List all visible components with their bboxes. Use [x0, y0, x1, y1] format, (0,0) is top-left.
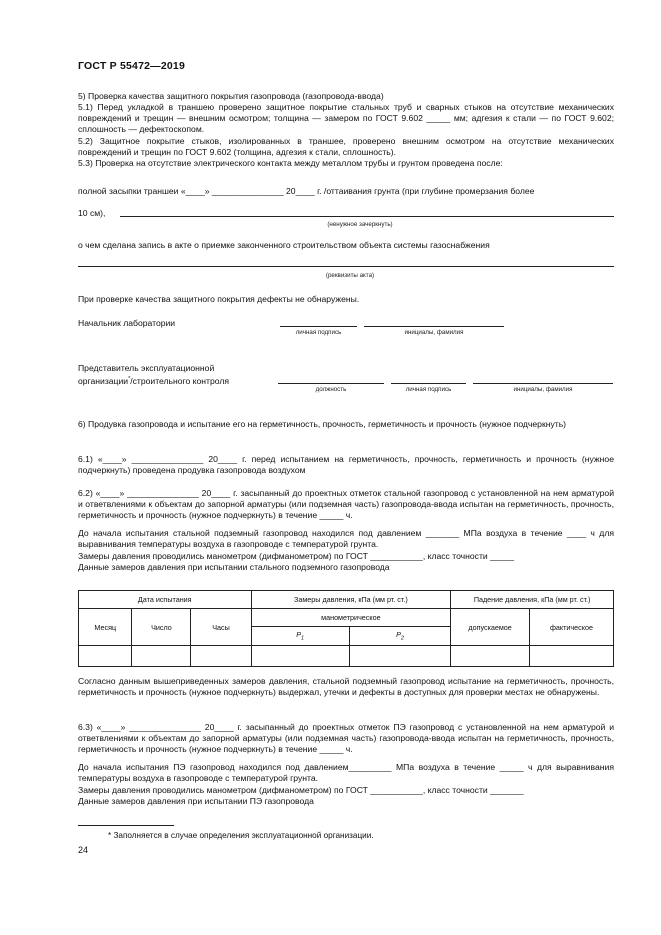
header-test-date: Дата испытания	[79, 591, 252, 609]
header-manometric: манометрическое	[251, 609, 451, 627]
ten-cm-text: 10 см),	[78, 208, 106, 218]
caption-act: (реквизиты акта)	[325, 272, 375, 279]
section6-item-2-pressure: До начала испытания стальной подземный газопровод находился под давлением _______ МПа воздуха в течение ____ ч для выравнивания температуры воздуха в газопроводе с температурой грунта.	[78, 528, 614, 550]
caption-initials: инициалы, фамилия	[404, 329, 464, 336]
rep-label-part-a: организации	[78, 375, 129, 386]
rep-initials-line[interactable]	[473, 383, 613, 384]
cell-allowed[interactable]	[451, 646, 530, 667]
rep-label-part-b: /строительного контроля	[130, 375, 230, 386]
rep-label-footnote-mark: *	[128, 376, 131, 382]
section6-item-2-data-caption: Данные замеров давления при испытании стального подземного газопровода	[78, 562, 390, 572]
record-line: о чем сделана запись в акте о приемке законченного строительством объекта системы газоснабжения	[78, 240, 490, 250]
rep-label-line1: Представитель эксплуатационной	[78, 363, 215, 373]
header-pressure-measurements: Замеры давления, кПа (мм рт. ст.)	[251, 591, 451, 609]
section5-item-3: 5.3) Проверка на отсутствие электрического контакта между металлом трубы и грунтом проведена после:	[78, 158, 503, 168]
caption-position: должность	[315, 386, 347, 393]
header-p1	[251, 627, 349, 646]
lab-initials-line[interactable]	[364, 326, 504, 327]
page-number: 24	[78, 845, 89, 855]
header-p2	[349, 627, 451, 646]
footnote-separator	[78, 825, 174, 826]
caption-signature-2: личная подпись	[405, 386, 452, 393]
lab-signature-line[interactable]	[280, 326, 357, 327]
fill-line-strike[interactable]	[120, 216, 614, 217]
header-month: Месяц	[79, 609, 132, 646]
header-allowed: допускаемое	[451, 609, 530, 646]
standard-code-header: ГОСТ Р 55472—2019	[78, 60, 186, 72]
fill-line-act[interactable]	[78, 266, 614, 267]
header-actual: фактическое	[529, 609, 613, 646]
caption-signature: личная подпись	[295, 329, 342, 336]
footnote-text: * Заполняется в случае определения эксплуатационной организации.	[108, 831, 374, 840]
section6-heading: 6) Продувка газопровода и испытание его на герметичность, прочность, герметичность и прочность (нужное подчеркнуть)	[78, 419, 567, 429]
section5-heading: 5) Проверка качества защитного покрытия газопровода (газопровода-ввода)	[78, 91, 384, 101]
caption-strike: (ненужное зачеркнуть)	[327, 221, 393, 228]
section6-item-1: 6.1) «____» _______________ 20____ г. перед испытанием на герметичность, прочность, герметичность и прочность (нужное подчеркнуть) проведена продувка газопровода воздухом	[78, 454, 614, 476]
p1-letter: P	[296, 630, 301, 640]
p2-subscript: 2	[400, 635, 404, 642]
cell-month[interactable]	[79, 646, 132, 667]
rep-signature-line[interactable]	[391, 383, 466, 384]
section6-item-2: 6.2) «____» _______________ 20____ г. засыпанный до проектных отметок стальной газопровод с установленной на нем арматурой и ответвлениями к объектам до запорной арматуры (или подземная часть) газопровода-ввода испытан на герметичность, прочность, герметичность и прочность (нужное подчеркнуть) в течение _____ ч.	[78, 488, 614, 521]
rep-position-line[interactable]	[278, 383, 384, 384]
pressure-measurements-table	[78, 590, 614, 667]
caption-initials-2: инициалы, фамилия	[513, 386, 573, 393]
cell-p1[interactable]	[251, 646, 349, 667]
section5-item-1: 5.1) Перед укладкой в траншею проверено защитное покрытие стальных труб и сварных стыков на отсутствие механических повреждений и трещин — внешним осмотром; толщина — замером по ГОСТ 9.602 _____ мм; адгезия к стали — по ГОСТ 9.602; сплошность — дефектоскопом.	[78, 102, 614, 135]
section6-item-2-manometer: Замеры давления проводились манометром (дифманометром) по ГОСТ ___________, класс точности _____	[78, 551, 514, 561]
section6-item-3-data-caption: Данные замеров давления при испытании ПЭ газопровода	[78, 796, 314, 806]
p1-subscript: 1	[300, 635, 305, 642]
section5-item-2: 5.2) Защитное покрытие стыков, изолированных в траншее, проверено внешним осмотром на отсутствие механических повреждений и трещин по ГОСТ 9.602 (толщина, адгезия к стали, сплошность).	[78, 136, 614, 158]
after-table-text: Согласно данным вышеприведенных замеров давления, стальной подземный газопровод испытание на герметичность, прочность, герметичность и прочность (нужное подчеркнуть) выдержал, утечки и дефекты в доступных для проверки местах не обнаружены.	[78, 676, 614, 698]
backfill-line: полной засыпки траншеи «____» _______________ 20____ г. /оттаивания грунта (при глубине промерзания более	[78, 186, 535, 196]
p2-letter: P	[396, 630, 401, 640]
cell-p2[interactable]	[349, 646, 451, 667]
lab-head-label: Начальник лаборатории	[78, 318, 176, 328]
header-pressure-drop: Падение давления, кПа (мм рт. ст.)	[451, 591, 614, 609]
section6-item-3-pressure: До начала испытания ПЭ газопровод находился под давлением_________ МПа воздуха в течение _____ ч для выравнивания температуры воздуха в газопроводе с температурой грунта.	[78, 762, 614, 784]
section6-item-3-manometer: Замеры давления проводились манометром (дифманометром) по ГОСТ ___________, класс точности _______	[78, 785, 524, 795]
cell-hours[interactable]	[191, 646, 251, 667]
section6-item-3: 6.3) «____» _______________ 20____ г. засыпанный до проектных отметок ПЭ газопровод с установленной на нем арматурой и ответвлениями к объектам до запорной арматуры (или подземная часть) газопровода-ввода испытан на герметичность, прочность, герметичность и прочность (нужное подчеркнуть) в течение _____ ч.	[78, 722, 614, 755]
header-hours: Часы	[191, 609, 251, 646]
rep-label-line2	[78, 374, 229, 387]
no-defects-text: При проверке качества защитного покрытия дефекты не обнаружены.	[78, 294, 360, 304]
cell-day[interactable]	[132, 646, 191, 667]
cell-actual[interactable]	[529, 646, 613, 667]
header-day: Число	[132, 609, 191, 646]
